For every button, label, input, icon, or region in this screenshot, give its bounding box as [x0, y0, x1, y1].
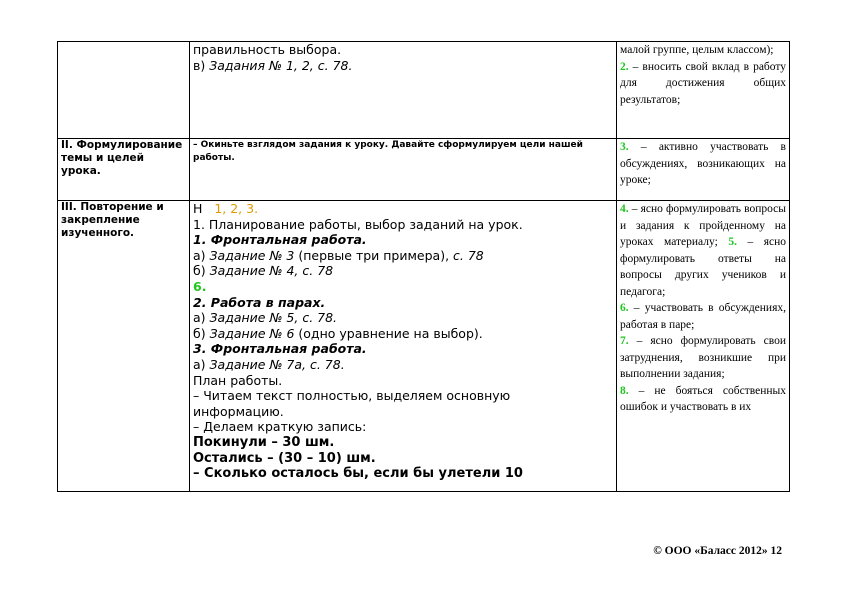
- task-note: (одно уравнение на выбор).: [294, 325, 483, 341]
- item-text: – вносить свой вклад в работу для достижения общих результатов;: [620, 60, 786, 106]
- item-number: 4.: [620, 203, 629, 215]
- text-line: – Делаем краткую запись:: [193, 419, 367, 435]
- task-ref: Задание № 3: [209, 247, 295, 263]
- short-note-line: Покинули – 30 шм.: [193, 434, 335, 450]
- page-footer: © ООО «Баласс 2012» 12: [653, 545, 782, 557]
- table-row: [58, 139, 790, 201]
- item-text: – участвовать в обсуждениях, работая в паре;: [620, 302, 786, 331]
- competency-item: [620, 59, 786, 109]
- competency-cell: [617, 42, 790, 139]
- item-number: 6.: [620, 302, 629, 314]
- item-text: – активно участвовать в обсуждениях, возникающих на уроке;: [620, 141, 786, 186]
- task-ref: Задание № 7а, с. 78.: [209, 356, 345, 372]
- list-marker: в): [193, 57, 210, 73]
- text-line: 1. Планирование работы, выбор заданий на урок.: [193, 216, 523, 232]
- text-line: План работы.: [193, 372, 283, 388]
- heading-letter: Н: [193, 201, 203, 216]
- text-line: правильность выбора.: [193, 42, 342, 57]
- task-line: [193, 310, 613, 326]
- text-line: информацию.: [193, 403, 284, 419]
- task-line: [193, 263, 613, 279]
- item-number: 3.: [620, 141, 629, 153]
- stage-cell: [58, 42, 190, 139]
- page-ref: с. 78: [453, 247, 484, 263]
- stage-cell: II. Формулирование темы и целей урока.: [58, 139, 190, 201]
- item-number: 2.: [620, 60, 629, 73]
- task-line: [193, 248, 613, 264]
- competency-cell: [617, 201, 790, 492]
- content-cell: [190, 42, 617, 139]
- competency-item: [620, 383, 786, 416]
- item-text: – ясно формулировать свои затруднения, возникшие при выполнении задания;: [620, 335, 786, 380]
- stage-cell: III. Повторение и закрепление изученного.: [58, 201, 190, 492]
- item-number: 8.: [620, 384, 629, 397]
- competency-item: [620, 300, 786, 333]
- content-cell: [190, 201, 617, 492]
- list-marker: а): [193, 356, 210, 372]
- item-text: – ясно формулировать ответы на вопросы других учеников и педагога;: [620, 236, 786, 298]
- table-row: [58, 42, 790, 139]
- competency-item: [620, 333, 786, 383]
- task-line: [193, 326, 613, 342]
- task-ref: Задание № 5, с. 78.: [209, 310, 338, 326]
- item-text: – ясно формулировать вопросы и задания к пройденному на уроках материалу;: [620, 203, 786, 248]
- list-marker: б): [193, 263, 210, 279]
- item-text: – не бояться собственных ошибок и участвовать в их: [620, 384, 786, 413]
- task-ref: Задание № 4, с. 78: [209, 263, 334, 279]
- section-title: 3. Фронтальная работа.: [193, 341, 367, 357]
- task-line: [193, 357, 613, 373]
- lesson-table: [57, 41, 790, 492]
- item-text: малой группе, целым классом);: [620, 44, 774, 56]
- heading-line: [193, 201, 613, 217]
- task-ref: Задания № 1, 2, с. 78.: [209, 57, 353, 73]
- item-number: 7.: [620, 335, 629, 347]
- competency-ref: 6.: [193, 278, 207, 294]
- list-marker: а): [193, 310, 210, 326]
- competency-item: [620, 201, 786, 300]
- list-marker: б): [193, 325, 210, 341]
- list-marker: а): [193, 247, 210, 263]
- task-line: [193, 58, 613, 74]
- competency-cell: [617, 139, 790, 201]
- section-title: 1. Фронтальная работа.: [193, 232, 367, 248]
- competency-item: [620, 139, 786, 189]
- heading-numbers: 1, 2, 3.: [214, 201, 259, 216]
- competency-item: [620, 42, 786, 59]
- question-line: – Сколько осталось бы, если бы улетели 10: [193, 466, 523, 482]
- item-number: 5.: [728, 236, 737, 248]
- task-note: (первые три примера),: [294, 247, 454, 263]
- content-cell: – Окиньте взглядом задания к уроку. Давайте сформулируем цели нашей работы.: [190, 139, 617, 201]
- task-ref: Задание № 6: [209, 325, 295, 341]
- section-title: 2. Работа в парах.: [193, 294, 326, 310]
- short-note-line: Остались – (30 – 10) шм.: [193, 450, 376, 466]
- text-line: – Читаем текст полностью, выделяем основную: [193, 388, 511, 404]
- table-row: [58, 201, 790, 492]
